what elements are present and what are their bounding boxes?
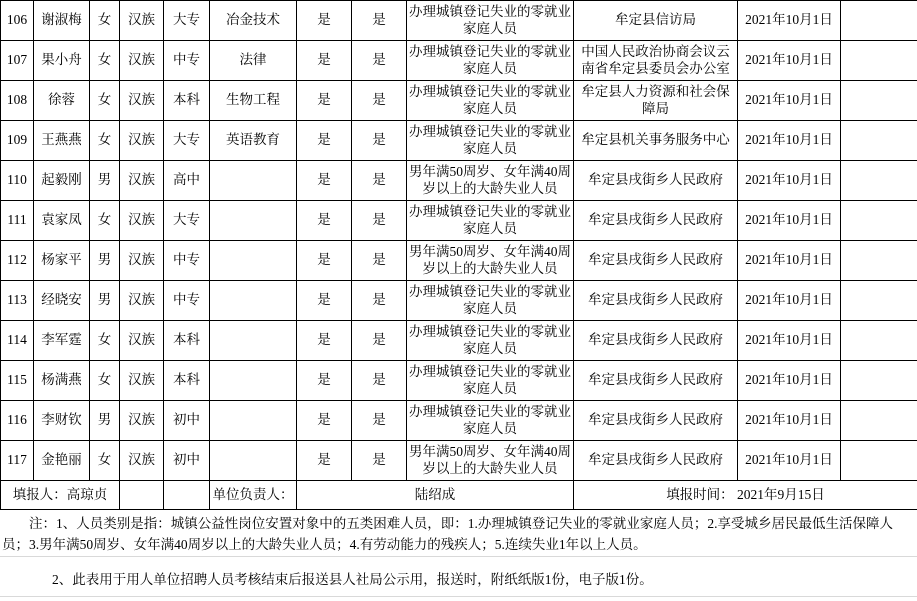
cell-ethnicity: 汉族 [120, 281, 164, 321]
cell-gender: 女 [90, 41, 120, 81]
cell-major: 英语教育 [210, 121, 297, 161]
cell-remark [841, 321, 917, 361]
cell-category: 男年满50周岁、女年满40周岁以上的大龄失业人员 [407, 241, 574, 281]
cell-remark [841, 121, 917, 161]
cell-date: 2021年10月1日 [738, 361, 841, 401]
cell-date: 2021年10月1日 [738, 121, 841, 161]
cell-name: 袁家凤 [34, 201, 90, 241]
cell-category: 办理城镇登记失业的零就业家庭人员 [407, 121, 574, 161]
cell-registered-flag: 是 [297, 321, 352, 361]
cell-date: 2021年10月1日 [738, 441, 841, 481]
cell-gender: 女 [90, 441, 120, 481]
table-row [1, 441, 917, 481]
cell-number: 107 [1, 41, 34, 81]
cell-work-unit: 牟定县戌街乡人民政府 [574, 361, 738, 401]
cell-work-unit: 中国人民政治协商会议云南省牟定县委员会办公室 [574, 41, 738, 81]
report-time-cell: 填报时间： 2021年9月15日 [574, 481, 917, 510]
cell-qualified-flag: 是 [352, 401, 407, 441]
cell-education: 本科 [164, 361, 210, 401]
cell-ethnicity: 汉族 [120, 241, 164, 281]
cell-major: 法律 [210, 41, 297, 81]
reporter-cell: 填报人：高琼贞 [1, 481, 120, 510]
cell-work-unit: 牟定县机关事务服务中心 [574, 121, 738, 161]
cell-registered-flag: 是 [297, 441, 352, 481]
table-row [1, 321, 917, 361]
cell-name: 杨家平 [34, 241, 90, 281]
table-row [1, 361, 917, 401]
cell-date: 2021年10月1日 [738, 41, 841, 81]
cell-ethnicity: 汉族 [120, 321, 164, 361]
cell-education: 本科 [164, 321, 210, 361]
cell-major: 生物工程 [210, 81, 297, 121]
cell-registered-flag: 是 [297, 241, 352, 281]
table-body [1, 1, 917, 481]
cell-major [210, 361, 297, 401]
cell-category: 办理城镇登记失业的零就业家庭人员 [407, 41, 574, 81]
cell-registered-flag: 是 [297, 81, 352, 121]
cell-ethnicity: 汉族 [120, 1, 164, 41]
cell-work-unit: 牟定县戌街乡人民政府 [574, 401, 738, 441]
cell-number: 115 [1, 361, 34, 401]
cell-work-unit: 牟定县戌街乡人民政府 [574, 441, 738, 481]
cell-registered-flag: 是 [297, 361, 352, 401]
cell-category: 办理城镇登记失业的零就业家庭人员 [407, 201, 574, 241]
cell-major: 冶金技术 [210, 1, 297, 41]
cell-name: 起毅刚 [34, 161, 90, 201]
cell-remark [841, 361, 917, 401]
cell-gender: 女 [90, 321, 120, 361]
cell-education: 中专 [164, 281, 210, 321]
cell-work-unit: 牟定县人力资源和社会保障局 [574, 81, 738, 121]
cell-ethnicity: 汉族 [120, 161, 164, 201]
cell-category: 办理城镇登记失业的零就业家庭人员 [407, 281, 574, 321]
cell-remark [841, 1, 917, 41]
note-usage: 2、此表用于用人单位招聘人员考核结束后报送县人社局公示用，报送时，附纸纸版1份，电子版1份。 [0, 557, 917, 597]
cell-number: 106 [1, 1, 34, 41]
cell-qualified-flag: 是 [352, 81, 407, 121]
cell-name: 经晓安 [34, 281, 90, 321]
cell-ethnicity: 汉族 [120, 361, 164, 401]
cell-qualified-flag: 是 [352, 161, 407, 201]
cell-education: 高中 [164, 161, 210, 201]
cell-major [210, 161, 297, 201]
cell-registered-flag: 是 [297, 1, 352, 41]
cell-ethnicity: 汉族 [120, 121, 164, 161]
cell-registered-flag: 是 [297, 161, 352, 201]
cell-number: 113 [1, 281, 34, 321]
table-row [1, 41, 917, 81]
cell-number: 116 [1, 401, 34, 441]
cell-ethnicity: 汉族 [120, 201, 164, 241]
cell-category: 办理城镇登记失业的零就业家庭人员 [407, 361, 574, 401]
table-row [1, 201, 917, 241]
cell-qualified-flag: 是 [352, 41, 407, 81]
cell-ethnicity: 汉族 [120, 41, 164, 81]
cell-education: 初中 [164, 441, 210, 481]
cell-gender: 女 [90, 201, 120, 241]
cell-date: 2021年10月1日 [738, 401, 841, 441]
cell-name: 谢淑梅 [34, 1, 90, 41]
cell-name: 王燕燕 [34, 121, 90, 161]
cell-qualified-flag: 是 [352, 1, 407, 41]
cell-remark [841, 201, 917, 241]
cell-education: 中专 [164, 241, 210, 281]
cell-date: 2021年10月1日 [738, 1, 841, 41]
cell-category: 男年满50周岁、女年满40周岁以上的大龄失业人员 [407, 441, 574, 481]
footer-row [1, 481, 917, 510]
cell-registered-flag: 是 [297, 281, 352, 321]
cell-gender: 女 [90, 121, 120, 161]
cell-gender: 女 [90, 361, 120, 401]
cell-number: 111 [1, 201, 34, 241]
cell-date: 2021年10月1日 [738, 321, 841, 361]
table-row [1, 121, 917, 161]
cell-registered-flag: 是 [297, 41, 352, 81]
cell-remark [841, 401, 917, 441]
table-row [1, 161, 917, 201]
cell-remark [841, 41, 917, 81]
cell-registered-flag: 是 [297, 201, 352, 241]
table-row [1, 81, 917, 121]
cell-date: 2021年10月1日 [738, 241, 841, 281]
cell-ethnicity: 汉族 [120, 401, 164, 441]
footer-empty-cell [120, 481, 164, 510]
cell-education: 大专 [164, 121, 210, 161]
cell-education: 大专 [164, 1, 210, 41]
cell-number: 110 [1, 161, 34, 201]
cell-remark [841, 281, 917, 321]
cell-date: 2021年10月1日 [738, 81, 841, 121]
cell-qualified-flag: 是 [352, 321, 407, 361]
cell-category: 办理城镇登记失业的零就业家庭人员 [407, 81, 574, 121]
note-definitions: 注：1、人员类别是指：城镇公益性岗位安置对象中的五类困难人员，即：1.办理城镇登记失业的零就业家庭人员；2.享受城乡居民最低生活保障人员；3.男年满50周岁、女年满40周岁以上的大龄失业人员；4.有劳动能力的残疾人；5.连续失业1年以上人员。 [0, 510, 917, 557]
cell-registered-flag: 是 [297, 401, 352, 441]
cell-qualified-flag: 是 [352, 241, 407, 281]
cell-work-unit: 牟定县戌街乡人民政府 [574, 161, 738, 201]
table-row [1, 241, 917, 281]
cell-work-unit: 牟定县戌街乡人民政府 [574, 241, 738, 281]
table-row [1, 401, 917, 441]
cell-number: 112 [1, 241, 34, 281]
cell-name: 李军霆 [34, 321, 90, 361]
cell-gender: 男 [90, 241, 120, 281]
table-row [1, 1, 917, 41]
cell-education: 大专 [164, 201, 210, 241]
cell-number: 108 [1, 81, 34, 121]
cell-date: 2021年10月1日 [738, 201, 841, 241]
cell-name: 金艳丽 [34, 441, 90, 481]
cell-number: 109 [1, 121, 34, 161]
cell-qualified-flag: 是 [352, 281, 407, 321]
cell-ethnicity: 汉族 [120, 81, 164, 121]
cell-gender: 男 [90, 281, 120, 321]
cell-gender: 男 [90, 401, 120, 441]
cell-date: 2021年10月1日 [738, 161, 841, 201]
cell-major [210, 321, 297, 361]
cell-name: 杨满燕 [34, 361, 90, 401]
cell-major [210, 441, 297, 481]
footer-empty-cell [164, 481, 210, 510]
cell-major [210, 281, 297, 321]
cell-work-unit: 牟定县信访局 [574, 1, 738, 41]
cell-ethnicity: 汉族 [120, 441, 164, 481]
cell-education: 中专 [164, 41, 210, 81]
cell-category: 办理城镇登记失业的零就业家庭人员 [407, 1, 574, 41]
cell-gender: 男 [90, 161, 120, 201]
cell-name: 李财钦 [34, 401, 90, 441]
cell-major [210, 201, 297, 241]
cell-registered-flag: 是 [297, 121, 352, 161]
cell-category: 男年满50周岁、女年满40周岁以上的大龄失业人员 [407, 161, 574, 201]
cell-work-unit: 牟定县戌街乡人民政府 [574, 201, 738, 241]
cell-education: 初中 [164, 401, 210, 441]
cell-name: 果小舟 [34, 41, 90, 81]
cell-education: 本科 [164, 81, 210, 121]
cell-qualified-flag: 是 [352, 441, 407, 481]
cell-qualified-flag: 是 [352, 121, 407, 161]
notes-section [0, 510, 917, 597]
cell-qualified-flag: 是 [352, 201, 407, 241]
cell-major [210, 401, 297, 441]
cell-remark [841, 81, 917, 121]
cell-remark [841, 161, 917, 201]
cell-major [210, 241, 297, 281]
cell-remark [841, 441, 917, 481]
cell-category: 办理城镇登记失业的零就业家庭人员 [407, 401, 574, 441]
cell-number: 114 [1, 321, 34, 361]
cell-category: 办理城镇登记失业的零就业家庭人员 [407, 321, 574, 361]
cell-gender: 女 [90, 81, 120, 121]
table-footer [1, 481, 917, 510]
cell-work-unit: 牟定县戌街乡人民政府 [574, 321, 738, 361]
cell-name: 徐蓉 [34, 81, 90, 121]
cell-work-unit: 牟定县戌街乡人民政府 [574, 281, 738, 321]
table-row [1, 281, 917, 321]
cell-gender: 女 [90, 1, 120, 41]
cell-remark [841, 241, 917, 281]
cell-date: 2021年10月1日 [738, 281, 841, 321]
unit-head-name-cell: 陆绍成 [297, 481, 574, 510]
unit-head-label-cell: 单位负责人： [210, 481, 297, 510]
cell-qualified-flag: 是 [352, 361, 407, 401]
cell-number: 117 [1, 441, 34, 481]
